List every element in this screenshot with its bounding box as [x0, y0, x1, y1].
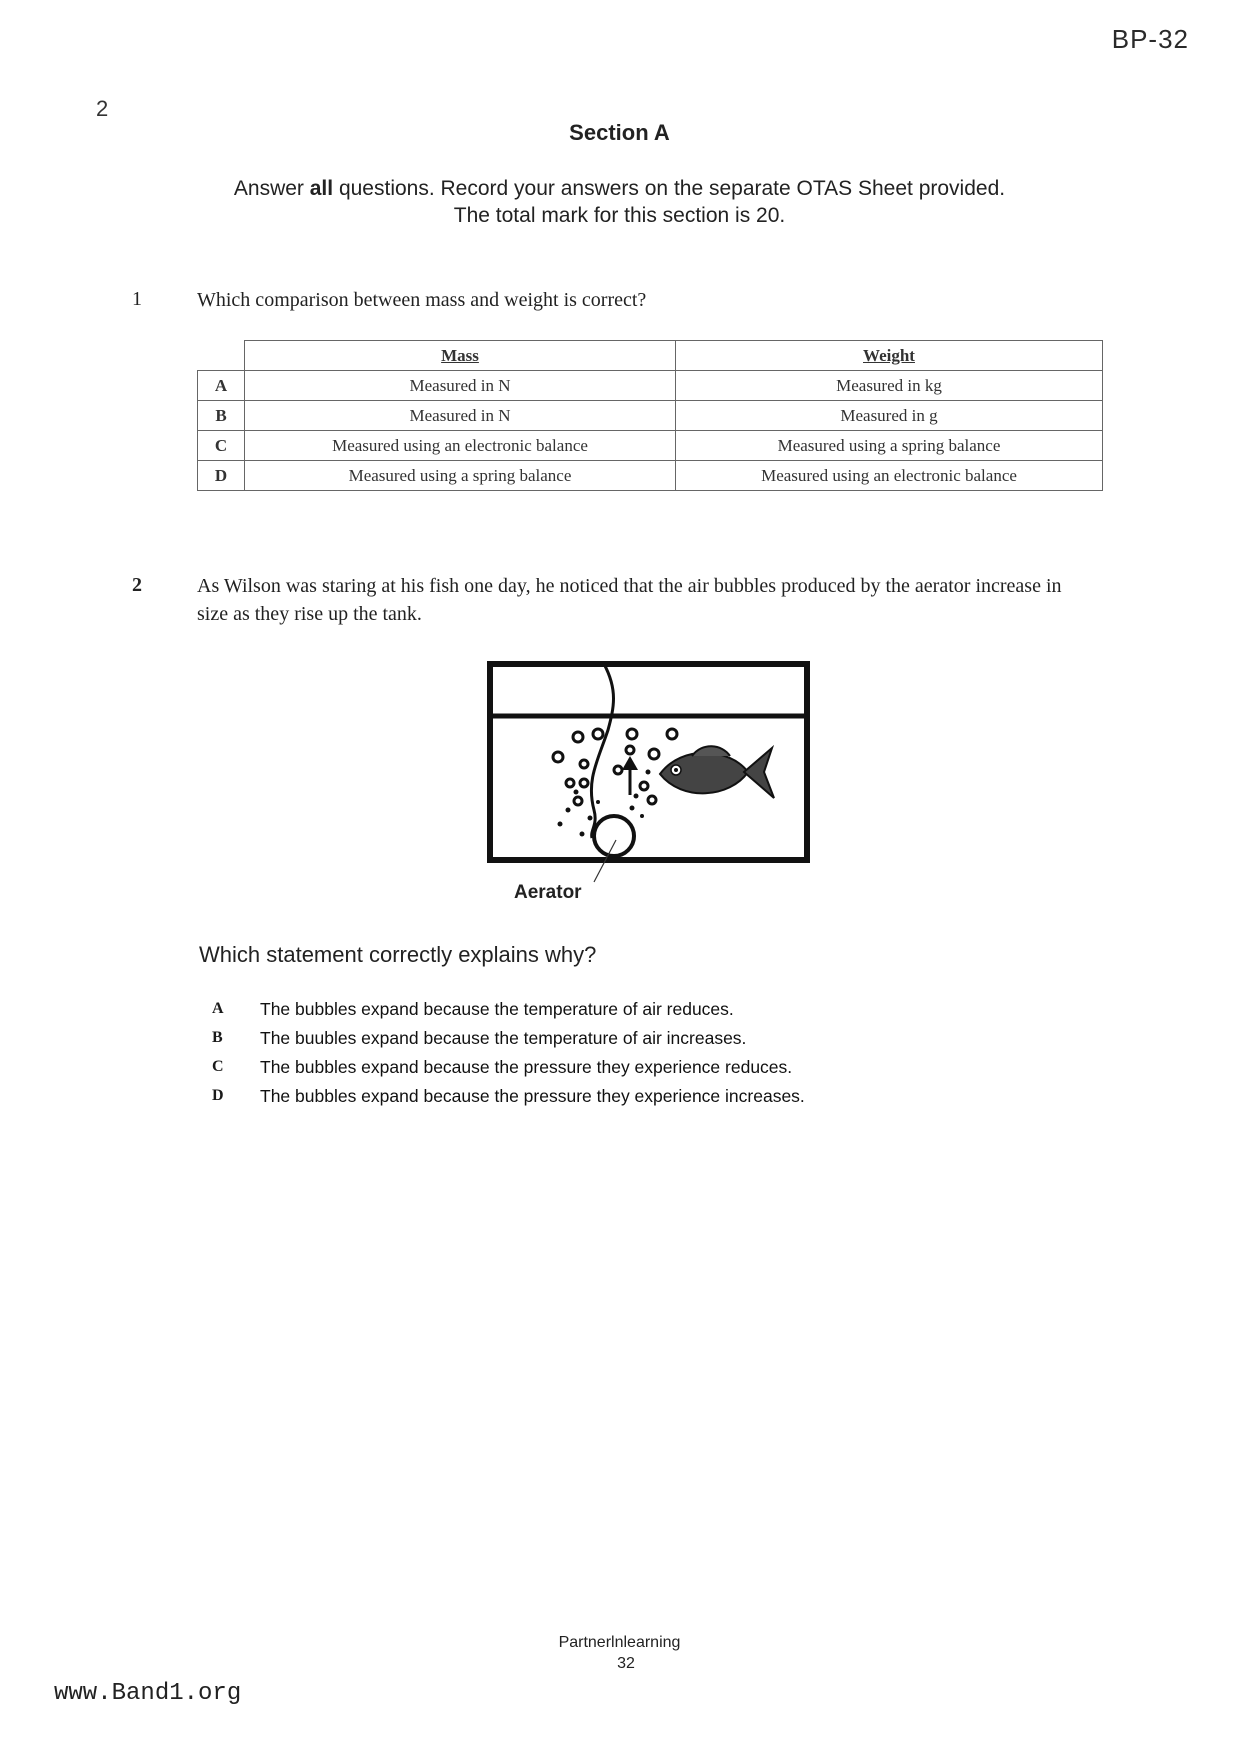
section-title: Section A: [569, 120, 670, 145]
mass-cell: Measured in N: [245, 401, 676, 431]
question-2-number: 2: [132, 574, 142, 596]
option-letter: B: [198, 401, 245, 431]
option-d-text: The bubbles expand because the pressure they experience increases.: [260, 1086, 805, 1106]
question-1-text: Which comparison between mass and weight is correct?: [197, 289, 647, 311]
option-c-letter: C: [212, 1058, 224, 1075]
instructions-line1: [0, 175, 1239, 202]
instructions-text: Answer: [233, 177, 310, 200]
option-d-letter: D: [212, 1087, 224, 1104]
mass-cell: Measured using a spring balance: [245, 461, 676, 491]
mass-cell: Measured in N: [245, 371, 676, 401]
question-2-text: As Wilson was staring at his fish one day, he noticed that the air bubbles produced by the aerator increase in size as they rise up the tank.: [197, 575, 1062, 625]
weight-cell: Measured in kg: [676, 371, 1103, 401]
weight-cell: Measured using an electronic balance: [676, 461, 1103, 491]
instructions-line2: The total mark for this section is 20.: [453, 204, 786, 227]
column-header-weight: Weight: [676, 341, 1103, 371]
column-header-mass: Mass: [245, 341, 676, 371]
weight-cell: Measured using a spring balance: [676, 431, 1103, 461]
question-1-number: 1: [132, 288, 142, 310]
option-c-text: The bubbles expand because the pressure they experience reduces.: [260, 1057, 793, 1077]
table-corner: [198, 341, 245, 371]
page-number: 2: [96, 96, 109, 121]
option-letter: C: [198, 431, 245, 461]
table-row: [198, 371, 1103, 401]
instructions-bold: all: [309, 177, 334, 200]
instructions-text: questions. Record your answers on the separate OTAS Sheet provided.: [333, 177, 1006, 200]
aerator-stone: [594, 816, 634, 856]
option-letter: D: [198, 461, 245, 491]
table-row: [198, 431, 1103, 461]
paper-code: BP-32: [1111, 24, 1189, 54]
aerator-label: Aerator: [514, 882, 582, 903]
up-arrow-icon: [622, 756, 638, 795]
table-row: [198, 461, 1103, 491]
footer-page-number: 32: [617, 1655, 635, 1672]
option-b-letter: B: [212, 1029, 223, 1046]
fish-icon: [660, 746, 774, 798]
mass-weight-table: [197, 340, 1103, 491]
option-a-text: The bubbles expand because the temperature of air reduces.: [260, 999, 734, 1019]
air-tube: [591, 664, 613, 838]
footer-publisher: Partnerlnlearning: [558, 1634, 681, 1651]
website-watermark: www.Band1.org: [54, 1680, 242, 1707]
mass-cell: Measured using an electronic balance: [245, 431, 676, 461]
option-b-text: The buubles expand because the temperature of air increases.: [260, 1028, 747, 1048]
air-bubbles: [553, 729, 677, 805]
option-letter: A: [198, 371, 245, 401]
table-header-row: [198, 341, 1103, 371]
option-a-letter: A: [212, 1000, 224, 1017]
aquarium-diagram: [486, 660, 816, 890]
table-row: [198, 401, 1103, 431]
weight-cell: Measured in g: [676, 401, 1103, 431]
question-2-prompt: Which statement correctly explains why?: [199, 942, 597, 967]
instructions: [0, 175, 1239, 229]
